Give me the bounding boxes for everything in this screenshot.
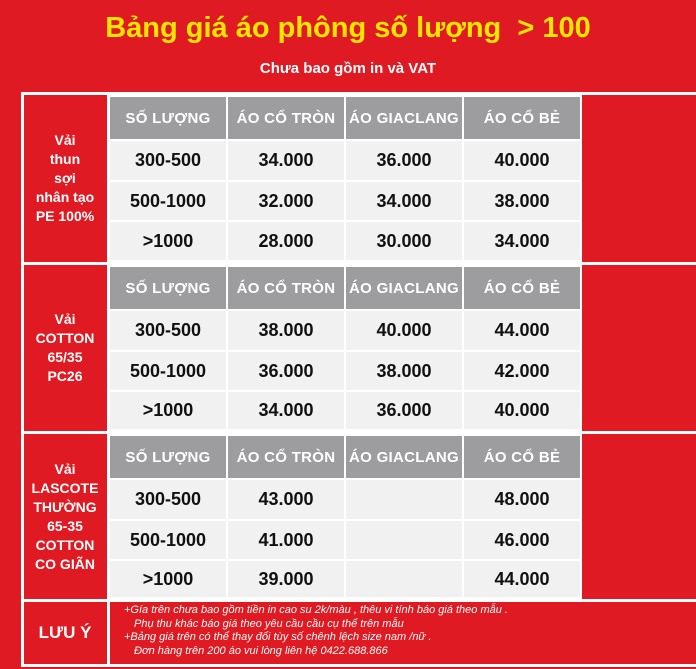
column-header-polo: ÁO CỔ BẺ — [464, 436, 580, 478]
table-cell-price: 36.000 — [228, 352, 344, 390]
table-cell-price: 38.000 — [228, 311, 344, 350]
note-line: Phụ thu khác báo giá theo yêu cầu cầu cụ thể trên mẫu — [134, 617, 404, 630]
table-cell-quantity: >1000 — [110, 222, 226, 260]
table-cell-quantity: 300-500 — [110, 141, 226, 180]
table-cell-price: 34.000 — [228, 141, 344, 180]
column-header-quantity: SỐ LƯỢNG — [110, 436, 226, 478]
fabric-label: Vải thun sợi nhân tạo PE 100% — [35, 132, 95, 224]
note-line: Đơn hàng trên 200 áo vui lòng liên hệ 0422.688.866 — [134, 644, 388, 657]
fabric-label: Vải COTTON 65/35 PC26 — [35, 311, 95, 384]
fabric-label: Vải LASCOTE THƯỜNG 65-35 COTTON CO GIÃN — [31, 460, 99, 572]
table-cell-price: 40.000 — [346, 311, 462, 350]
table-cell-price: 41.000 — [228, 521, 344, 559]
divider — [22, 664, 696, 667]
table-cell-price — [346, 480, 462, 519]
table-cell-quantity: 500-1000 — [110, 521, 226, 559]
table-cell-price: 34.000 — [464, 222, 580, 260]
column-header-round-neck: ÁO CỔ TRÒN — [228, 436, 344, 478]
table-cell-quantity: 500-1000 — [110, 182, 226, 220]
table-cell-price: 36.000 — [346, 392, 462, 429]
column-header-raglan: ÁO GIACLANG — [346, 267, 462, 309]
page-title: Bảng giá áo phông số lượng > 100 — [105, 12, 591, 44]
note-line: +Gía trên chưa bao gồm tiền in cao su 2k/màu , thêu vi tính báo giá theo mẫu . — [124, 604, 508, 616]
column-header-polo: ÁO CỔ BẺ — [464, 97, 580, 139]
column-header-quantity: SỐ LƯỢNG — [110, 97, 226, 139]
column-header-raglan: ÁO GIACLANG — [346, 436, 462, 478]
table-cell-price: 43.000 — [228, 480, 344, 519]
table-cell-price — [346, 521, 462, 559]
table-cell-price: 46.000 — [464, 521, 580, 559]
column-header-round-neck: ÁO CỔ TRÒN — [228, 97, 344, 139]
column-header-polo: ÁO CỔ BẺ — [464, 267, 580, 309]
table-cell-price: 36.000 — [346, 141, 462, 180]
note-label: LƯU Ý — [38, 623, 92, 642]
table-cell-price: 42.000 — [464, 352, 580, 390]
table-cell-price: 34.000 — [346, 182, 462, 220]
column-header-quantity: SỐ LƯỢNG — [110, 267, 226, 309]
page-subtitle: Chưa bao gồm in và VAT — [259, 60, 437, 77]
table-cell-quantity: 300-500 — [110, 311, 226, 350]
table-cell-price: 38.000 — [464, 182, 580, 220]
table-cell-price: 30.000 — [346, 222, 462, 260]
table-cell-quantity: >1000 — [110, 561, 226, 597]
table-cell-quantity: 500-1000 — [110, 352, 226, 390]
table-cell-price: 34.000 — [228, 392, 344, 429]
table-cell-price: 48.000 — [464, 480, 580, 519]
table-cell-quantity: >1000 — [110, 392, 226, 429]
table-cell-price: 44.000 — [464, 561, 580, 597]
table-cell-price: 28.000 — [228, 222, 344, 260]
table-cell-price: 39.000 — [228, 561, 344, 597]
table-cell-price: 40.000 — [464, 392, 580, 429]
price-table-section — [108, 434, 582, 599]
column-header-round-neck: ÁO CỔ TRÒN — [228, 267, 344, 309]
price-table-section — [108, 95, 582, 262]
table-cell-quantity: 300-500 — [110, 480, 226, 519]
note-line: +Bảng giá trên có thể thay đổi tùy số chênh lệch size nam /nữ . — [124, 631, 432, 644]
column-header-raglan: ÁO GIACLANG — [346, 97, 462, 139]
note-text — [124, 604, 694, 658]
table-cell-price: 38.000 — [346, 352, 462, 390]
table-cell-price: 40.000 — [464, 141, 580, 180]
price-table-section — [108, 265, 582, 431]
table-cell-price: 32.000 — [228, 182, 344, 220]
table-cell-price — [346, 561, 462, 597]
divider — [22, 599, 696, 602]
table-cell-price: 44.000 — [464, 311, 580, 350]
